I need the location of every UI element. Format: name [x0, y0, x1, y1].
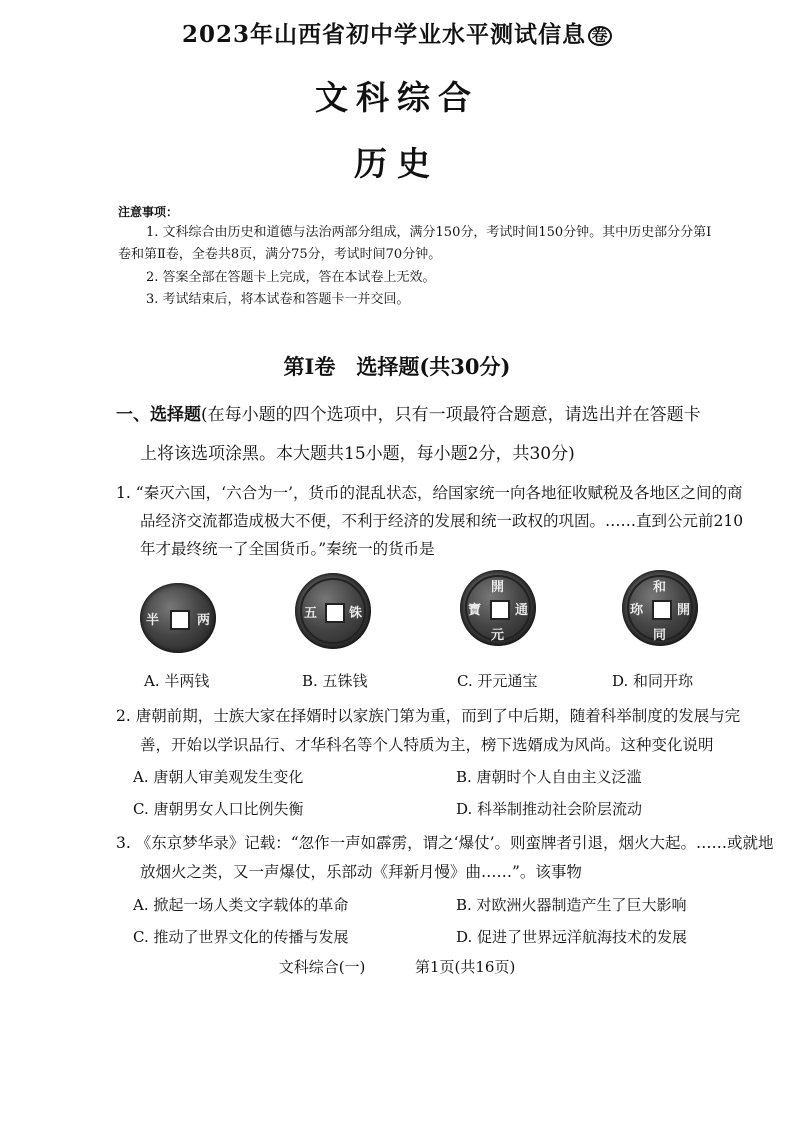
- q3-line-2: 放烟火之类，又一声爆仗，乐部动《拜新月慢》曲……”。该事物: [140, 863, 582, 881]
- notice-item-2: 2. 答案全部在答题卡上完成，答在本试卷上无效。: [146, 270, 436, 285]
- part-title: 历史: [354, 144, 440, 183]
- q1-option-a: A. 半两钱: [144, 672, 210, 690]
- instruction-label: 一、选择题: [116, 405, 201, 425]
- coin-banliang-image: 半 两: [140, 583, 216, 653]
- q1-option-d: D. 和同开珎: [612, 672, 694, 690]
- coin-hedo-kaichin-image: 和 同 開 珎: [622, 570, 698, 646]
- footer-subject: 文科综合(一): [278, 958, 366, 976]
- q2-option-c: C. 唐朝男女人口比例失衡: [133, 800, 304, 818]
- page-footer: [0, 956, 794, 977]
- q2-option-d: D. 科举制推动社会阶层流动: [456, 800, 643, 818]
- q2-option-b: B. 唐朝时个人自由主义泛滥: [456, 768, 642, 786]
- notice-heading: 注意事项：: [118, 205, 179, 219]
- notice-item-3: 3. 考试结束后，将本试卷和答题卡一并交回。: [146, 292, 410, 307]
- exam-title: 2023年山西省初中学业水平测试信息 卷: [0, 16, 794, 49]
- subject-title: 文科综合: [315, 78, 479, 117]
- instruction-line-1: (在每小题的四个选项中，只有一项最符合题意，请选出并在答题卡: [201, 405, 701, 425]
- q3-option-b: B. 对欧洲火器制造产生了巨大影响: [456, 896, 687, 914]
- coin-kaiyuan-image: 開 元 通 寶: [460, 570, 536, 646]
- q3-line-1: 3. 《东京梦华录》记载：“忽作一声如霹雳，谓之‘爆仗’。则蛮牌者引退，烟火大起。……或就地: [116, 834, 774, 852]
- q2-option-a: A. 唐朝人审美观发生变化: [133, 768, 304, 786]
- q3-option-c: C. 推动了世界文化的传播与发展: [133, 928, 349, 946]
- q2-line-1: 2. 唐朝前期，士族大家在择婿时以家族门第为重，而到了中后期，随着科举制度的发展与完: [116, 707, 741, 725]
- q3-option-a: A. 掀起一场人类文字载体的革命: [133, 896, 349, 914]
- section-instruction: [116, 401, 701, 429]
- footer-page-number: 第1页(共16页): [414, 958, 516, 976]
- stamp-mark: 卷: [588, 26, 612, 46]
- q2-line-2: 善，开始以学识品行、才华科名等个人特质为主，榜下选婿成为风尚。这种变化说明: [140, 736, 714, 754]
- q1-line-2: 品经济交流都造成极大不便，不利于经济的发展和统一政权的巩固。……直到公元前210: [140, 512, 744, 530]
- coin-wuzhu-image: 五 铢: [295, 573, 371, 649]
- section-title: 第Ⅰ卷 选择题(共30分): [283, 354, 511, 379]
- q1-option-c: C. 开元通宝: [457, 672, 538, 690]
- notice-item-1: 1. 文科综合由历史和道德与法治两部分组成，满分150分，考试时间150分钟。其中历史部分分第Ⅰ: [146, 225, 712, 240]
- q1-line-1: 1. “秦灭六国，‘六合为一’，货币的混乱状态，给国家统一向各地征收赋税及各地区之间的商: [116, 484, 743, 502]
- q3-option-d: D. 促进了世界远洋航海技术的发展: [456, 928, 688, 946]
- instruction-line-2: 上将该选项涂黑。本大题共15小题，每小题2分，共30分): [140, 444, 575, 464]
- q1-option-b: B. 五铢钱: [302, 672, 368, 690]
- notice-item-1-cont: 卷和第Ⅱ卷，全卷共8页，满分75分，考试时间70分钟。: [118, 247, 442, 262]
- q1-line-3: 年才最终统一了全国货币。”秦统一的货币是: [140, 540, 435, 558]
